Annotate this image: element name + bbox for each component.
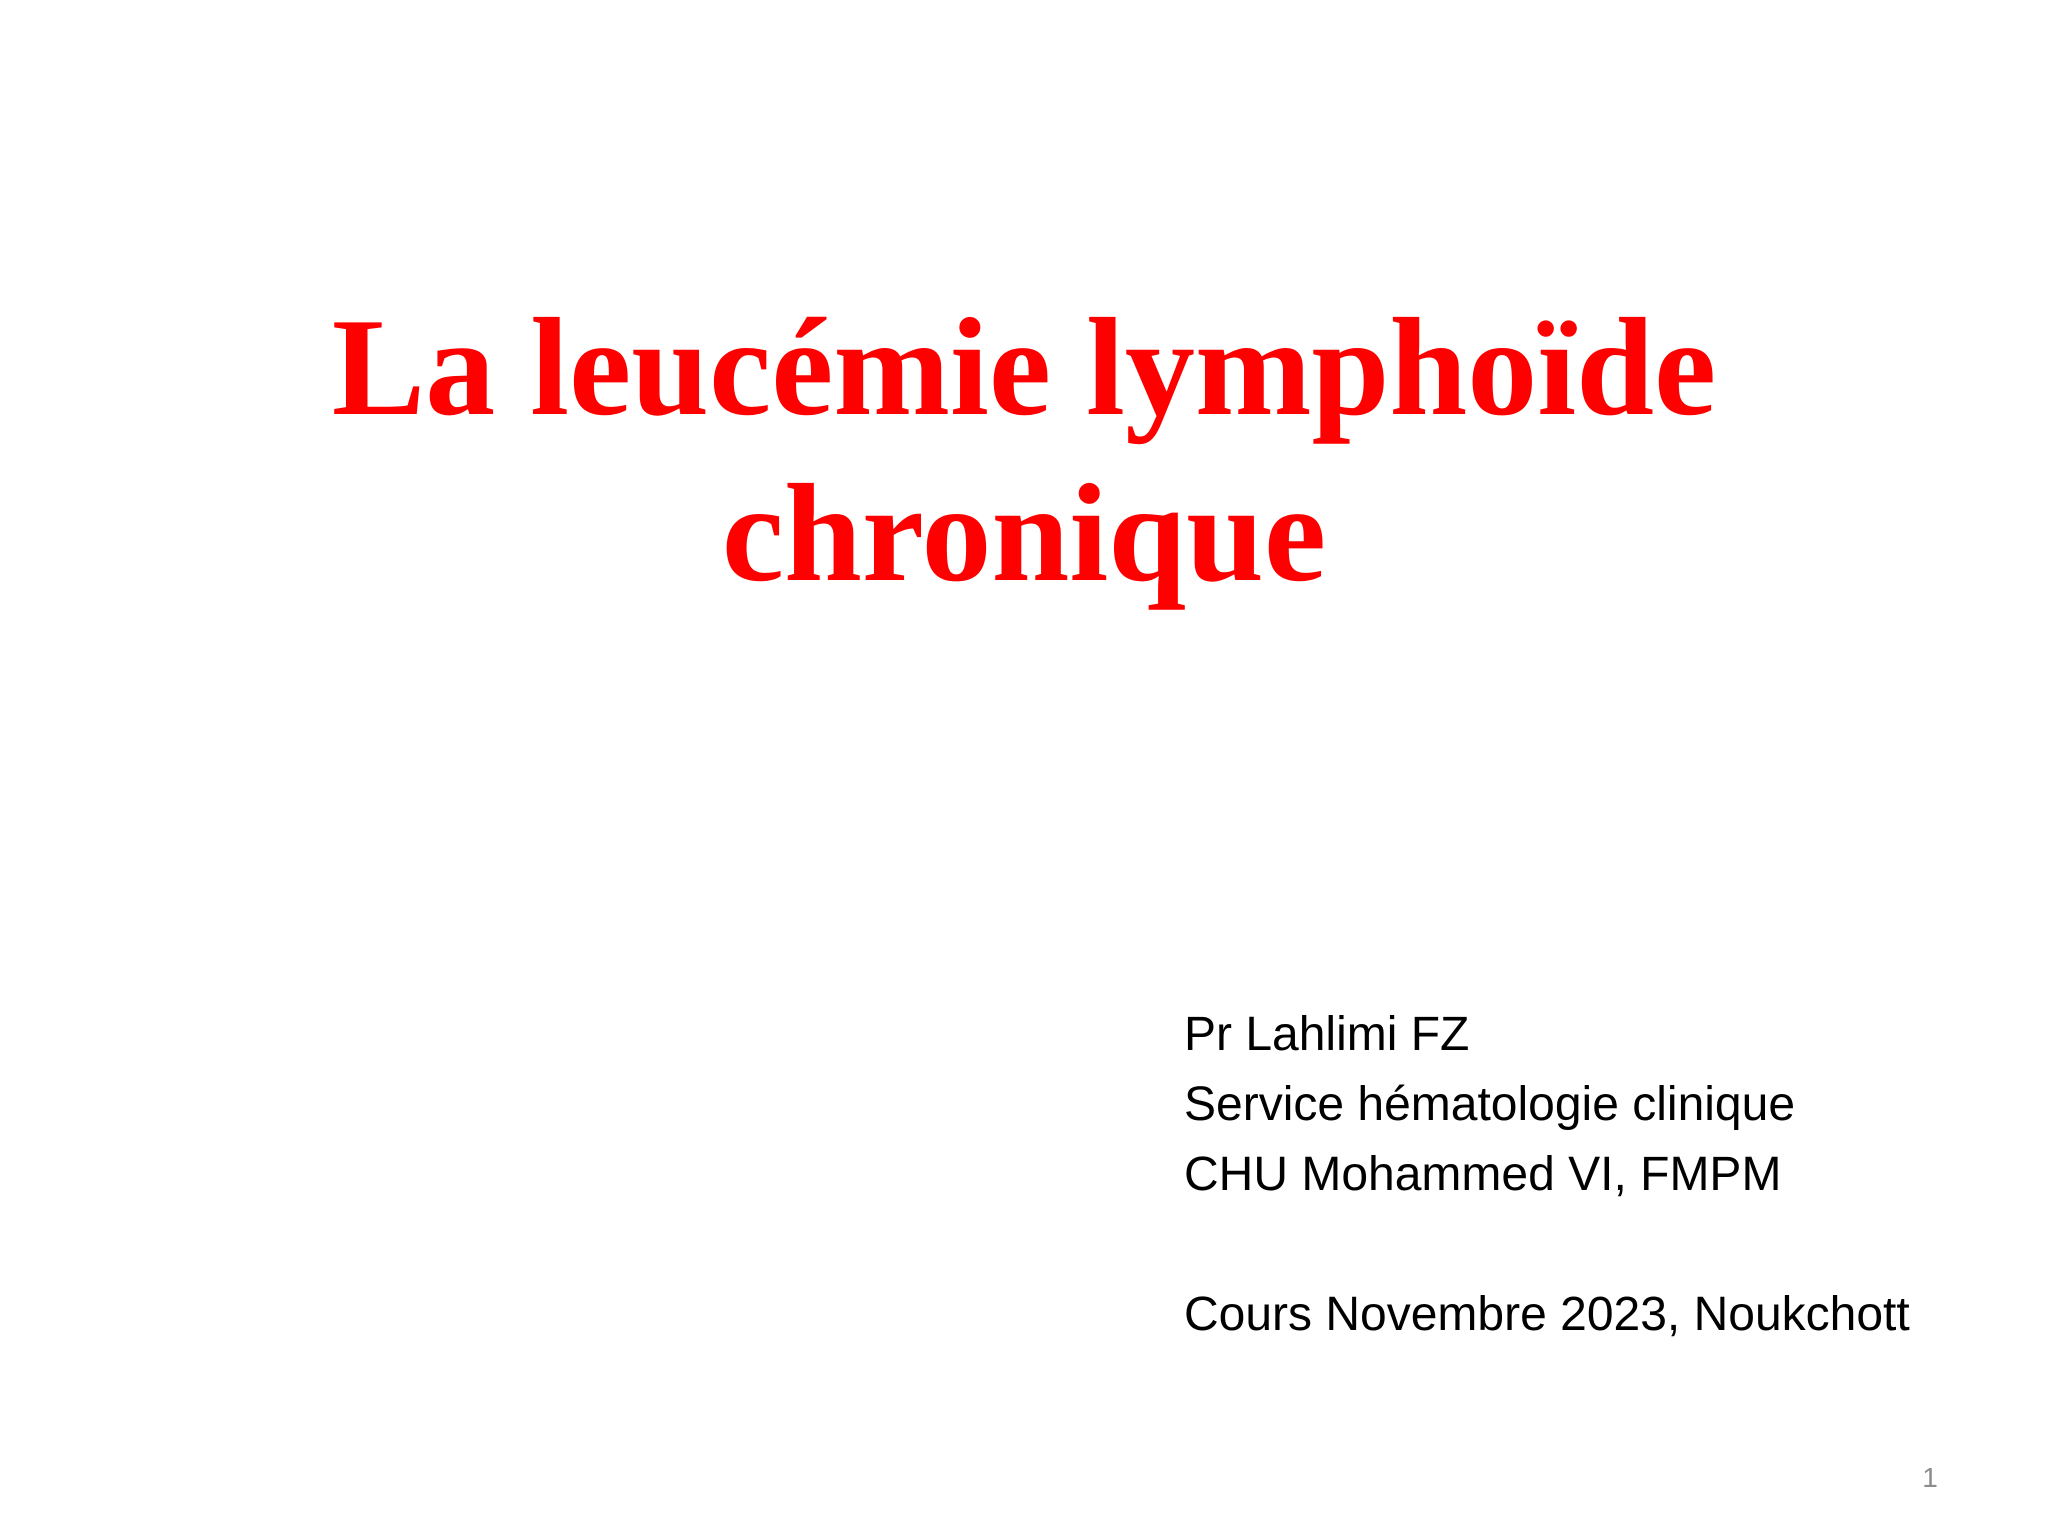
author-info [1184, 1000, 1910, 1350]
slide-title-line-2: chronique [721, 456, 1327, 611]
author-institution: CHU Mohammed VI, FMPM [1184, 1148, 1782, 1201]
author-spacer [1184, 1210, 1910, 1280]
course-info: Cours Novembre 2023, Noukchott [1184, 1288, 1910, 1341]
slide-title [0, 285, 2048, 617]
author-department: Service hématologie clinique [1184, 1078, 1796, 1131]
slide-title-line-1: La leucémie lymphoïde [331, 290, 1717, 445]
author-name: Pr Lahlimi FZ [1184, 1008, 1470, 1061]
slide-page-number: 1 [1922, 1462, 1938, 1493]
